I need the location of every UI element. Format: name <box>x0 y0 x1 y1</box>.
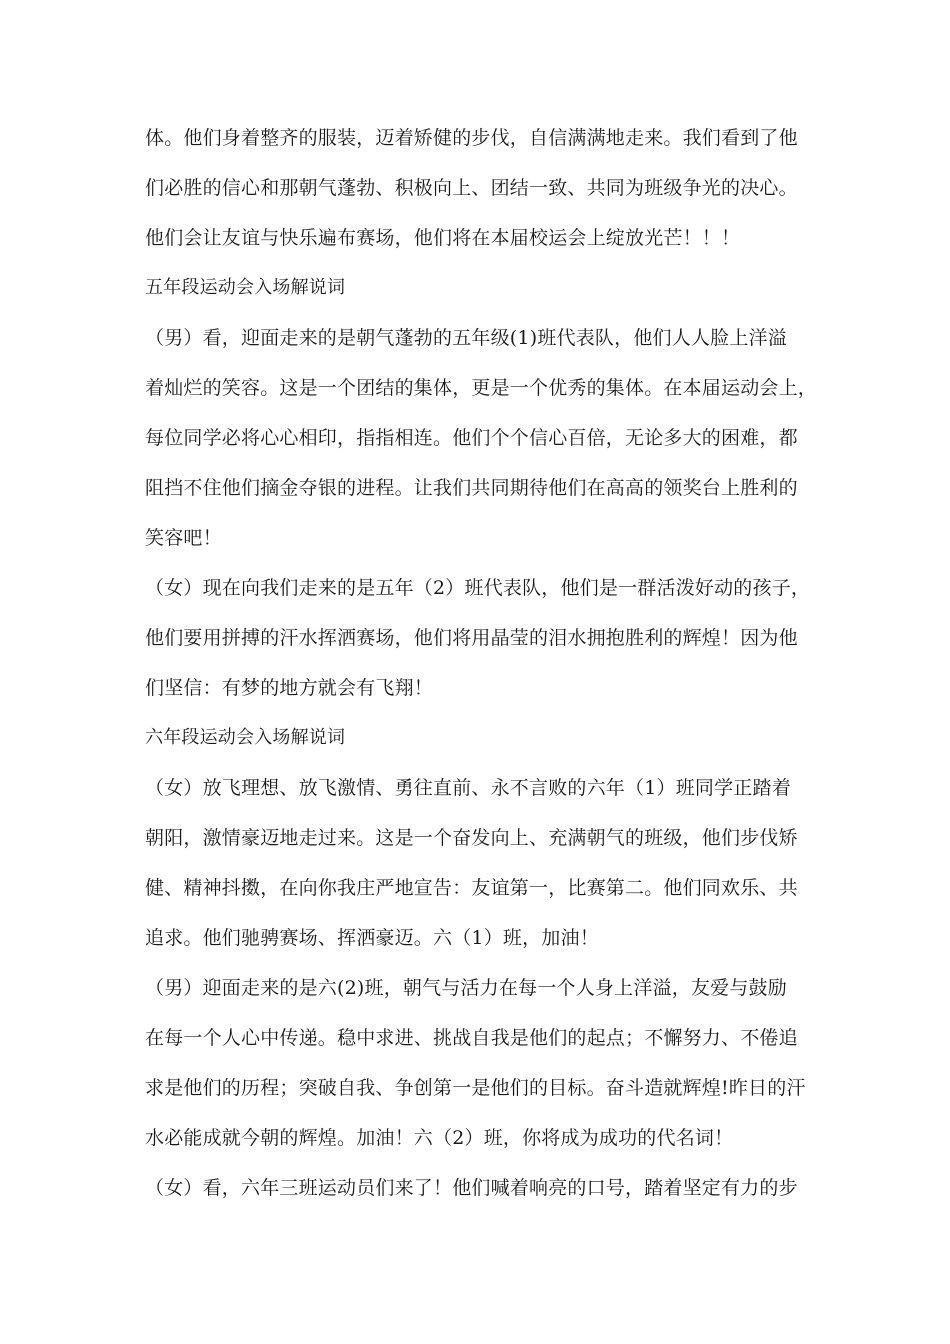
text-line: （男）看，迎面走来的是朝气蓬勃的五年级(1)班代表队，他们人人脸上洋溢 <box>145 327 787 349</box>
text-line: 着灿烂的笑容。这是一个团结的集体，更是一个优秀的集体。在本届运动会上， <box>145 377 818 399</box>
text-line: 阻挡不住他们摘金夺银的进程。让我们共同期待他们在高高的领奖台上胜利的 <box>145 477 798 499</box>
text-line: （女）放飞理想、放飞激情、勇往直前、永不言败的六年（1）班同学正踏着 <box>145 777 791 799</box>
text-line: 们必胜的信心和那朝气蓬勃、积极向上、团结一致、共同为班级争光的决心。 <box>145 177 798 199</box>
text-line: 每位同学必将心心相印，指指相连。他们个个信心百倍，无论多大的困难，都 <box>145 427 798 449</box>
text-line: 他们会让友谊与快乐遍布赛场，他们将在本届校运会上绽放光芒！！！ <box>145 227 741 249</box>
text-line: （女）现在向我们走来的是五年（2）班代表队，他们是一群活泼好动的孩子， <box>145 577 811 599</box>
text-line: （男）迎面走来的是六(2)班，朝气与活力在每一个人身上洋溢，友爱与鼓励 <box>145 977 787 999</box>
text-line: 们坚信：有梦的地方就会有飞翔！ <box>145 677 434 699</box>
text-line: 求是他们的历程；突破自我、争创第一是他们的目标。奋斗造就辉煌!昨日的汗 <box>145 1077 806 1099</box>
text-line: 朝阳，激情豪迈地走过来。这是一个奋发向上、充满朝气的班级，他们步伐矫 <box>145 827 798 849</box>
text-line: 追求。他们驰骋赛场、挥洒豪迈。六（1）班，加油！ <box>145 927 599 949</box>
text-line: （女）看，六年三班运动员们来了！他们喊着响亮的口号，踏着坚定有力的步 <box>145 1177 798 1199</box>
text-line: 水必能成就今朝的辉煌。加油！六（2）班，你将成为成功的代名词！ <box>145 1127 734 1149</box>
text-line: 笑容吧！ <box>145 527 222 549</box>
text-line: 他们要用拼搏的汗水挥洒赛场，他们将用晶莹的泪水拥抱胜利的辉煌！因为他 <box>145 627 798 649</box>
section-heading: 六年段运动会入场解说词 <box>145 727 346 748</box>
text-line: 在每一个人心中传递。稳中求进、挑战自我是他们的起点；不懈努力、不倦追 <box>145 1027 798 1049</box>
text-line: 健、精神抖擞，在向你我庄严地宣告：友谊第一，比赛第二。他们同欢乐、共 <box>145 877 798 899</box>
document-body <box>145 120 825 1220</box>
text-line: 体。他们身着整齐的服装，迈着矫健的步伐，自信满满地走来。我们看到了他 <box>145 127 798 149</box>
section-heading: 五年段运动会入场解说词 <box>145 277 346 298</box>
